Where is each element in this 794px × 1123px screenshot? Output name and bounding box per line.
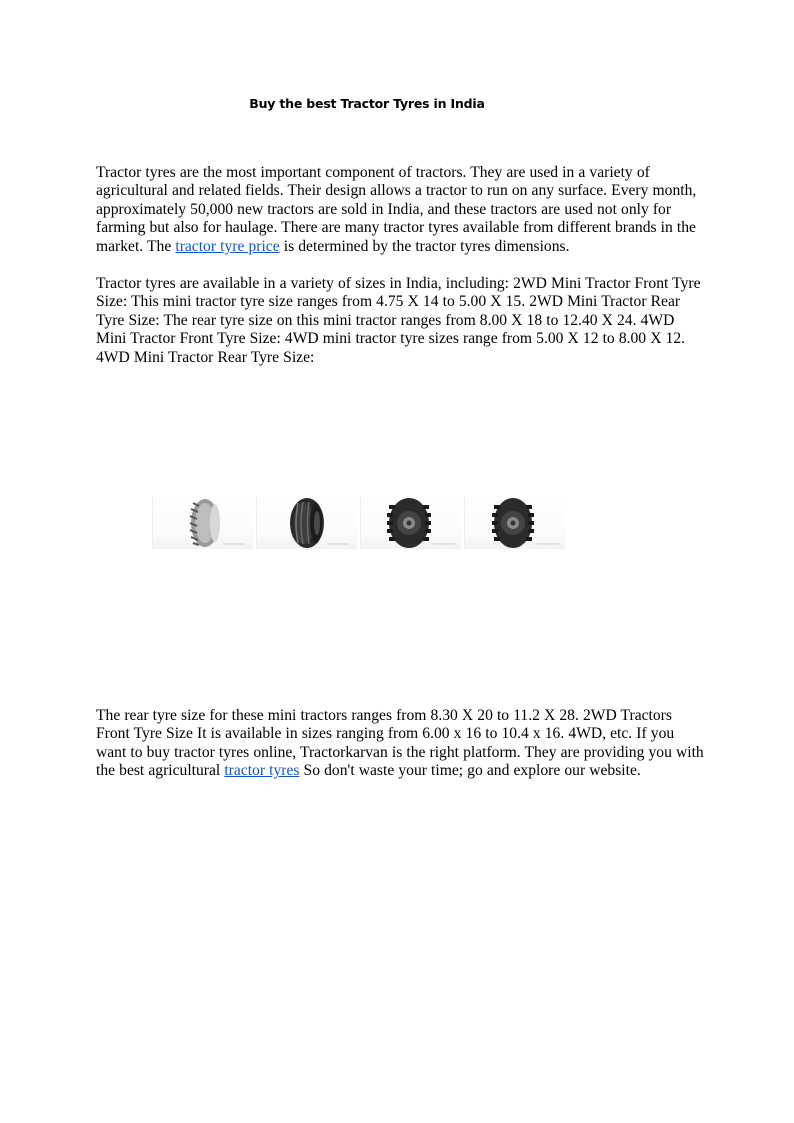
closing-text: The rear tyre size for these mini tractors ranges from 8.30 X 20 to 11.2 X 28. 2WD Tractors Front Tyre Size It is available in sizes ranging from 6.00 x 16 to 10.4 x 16. 4WD, etc. If you want to buy tractor tyres online, Tractorkarvan is the right platform. They are providing you with the best agricultural — [96, 707, 704, 780]
page-title: Buy the best Tractor Tyres in India — [249, 96, 485, 111]
sizes-paragraph: Tractor tyres are available in a variety of sizes in India, including: 2WD Mini Tractor Front Tyre Size: This mini tractor tyre size ranges from 4.75 X 14 to 5.00 X 15. 2WD Mini Tractor Rear Tyre Size: The rear tyre size on this mini tractor ranges from 8.00 X 18 to 12.40 X 24. 4WD Mini Tractor Front Tyre Size: 4WD mini tractor tyre sizes range from 5.00 X 12 to 8.00 X 12. 4WD Mini Tractor Rear Tyre Size: — [96, 275, 701, 366]
intro-text: Tractor tyres are the most important component of tractors. They are used in a variety of agricultural and related fields. Their design allows a tractor to run on any surface. Every month, approximately 50,000 new tractors are sold in India, and these tractors are used not only for farming but also for haulage. There are many tractor tyres available from different brands in the market. The — [96, 164, 697, 255]
tyre-image-strip — [152, 497, 568, 549]
tyre-image-3[interactable] — [360, 497, 461, 549]
lug-tyre-icon — [361, 497, 461, 549]
lug-tyre-icon — [465, 497, 565, 549]
tyre-image-4[interactable] — [464, 497, 565, 549]
intro-paragraph — [96, 164, 706, 256]
ribbed-front-tyre-icon — [257, 497, 357, 549]
grey-lug-tyre-icon — [153, 497, 253, 549]
tyre-image-1[interactable] — [152, 497, 253, 549]
tractor-tyres-link[interactable]: tractor tyres — [224, 762, 300, 780]
tyre-image-2[interactable] — [256, 497, 357, 549]
intro-text-end: is determined by the tractor tyres dimensions. — [279, 237, 570, 255]
closing-paragraph — [96, 707, 706, 781]
tractor-tyre-price-link[interactable]: tractor tyre price — [175, 237, 280, 255]
closing-text-end: So don't waste your time; go and explore our website. — [299, 762, 641, 780]
